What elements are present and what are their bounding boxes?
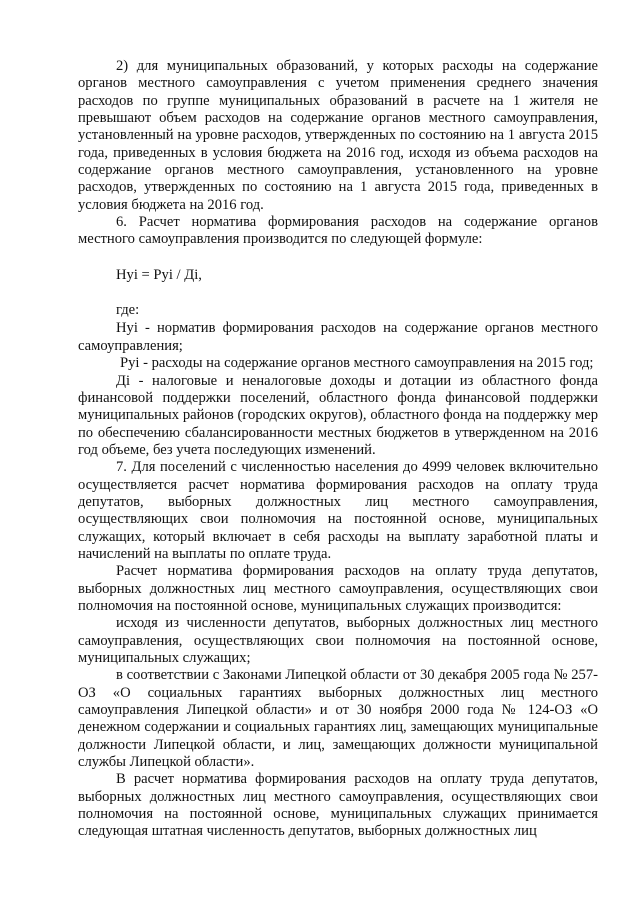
paragraph-item-6: 6. Расчет норматива формирования расходов на содержание органов местного самоуправления производится по следующей формуле: xyxy=(78,214,598,248)
paragraph-laws-reference: в соответствии с Законами Липецкой области от 30 декабря 2005 года № 257-ОЗ «О социальных гарантиях выборных должностных лиц местного самоуправления Липецкой области» и от 30 ноября 2000 года № 124-ОЗ «О денежном содержании и социальных гарантиях лиц, замещающих муниципальные должности Липецкой области, и лиц, замещающих должности муниципальной службы Липецкой области». xyxy=(78,667,598,771)
paragraph-item-2: 2) для муниципальных образований, у которых расходы на содержание органов местного самоуправления с учетом применения среднего значения расходов по группе муниципальных образований в расчете на 1 жителя не превышают объем расходов на содержание органов местного самоуправления, установленный на уровне расходов, утвержденных по состоянию на 1 августа 2015 года, приведенных в условия бюджета на 2016 год, исходя из объема расходов на содержание органов местного самоуправления, установленного на уровне расходов, утвержденных по состоянию на 1 августа 2015 года, приведенных в условия бюджета на 2016 год. xyxy=(78,58,598,213)
formula: Нyi = Рyi / Дi, xyxy=(116,266,202,283)
document-page xyxy=(78,58,598,841)
paragraph-item-7: 7. Для поселений с численностью населения до 4999 человек включительно осуществляется расчет норматива формирования расходов на оплату труда депутатов, выборных должностных лиц местного самоуправления, осуществляющих свои полномочия на постоянной основе, муниципальных служащих, который включает в себя расходы на выплату заработной платы и начислений на выплаты по оплате труда. xyxy=(78,459,598,562)
paragraph-calculation-basis: Расчет норматива формирования расходов на оплату труда депутатов, выборных должностных лиц местного самоуправления, осуществляющих свои полномочия на постоянной основе, муниципальных служащих производится: xyxy=(78,563,598,614)
paragraph-headcount-basis: исходя из численности депутатов, выборных должностных лиц местного самоуправления, осуществляющих свои полномочия на постоянной основе, муниципальных служащих; xyxy=(78,615,598,666)
definition-pyi: Рyi - расходы на содержание органов местного самоуправления на 2015 год; xyxy=(120,355,594,372)
definition-di: Дi - налоговые и неналоговые доходы и дотации из областного фонда финансовой поддержки поселений, областного фонда финансовой поддержки муниципальных районов (городских округов), областного фонда на поддержку мер по обеспечению сбалансированности местных бюджетов в утвержденном на 2016 год объеме, без учета последующих изменений. xyxy=(78,372,598,458)
definition-nyi: Нyi - норматив формирования расходов на содержание органов местного самоуправления; xyxy=(78,320,598,354)
paragraph-staff-numbers: В расчет норматива формирования расходов на оплату труда депутатов, выборных должностных лиц местного самоуправления, осуществляющих свои полномочия на постоянной основе, муниципальных служащих принимается следующая штатная численность депутатов, выборных должностных лиц xyxy=(78,771,598,840)
where-label: где: xyxy=(116,302,140,319)
